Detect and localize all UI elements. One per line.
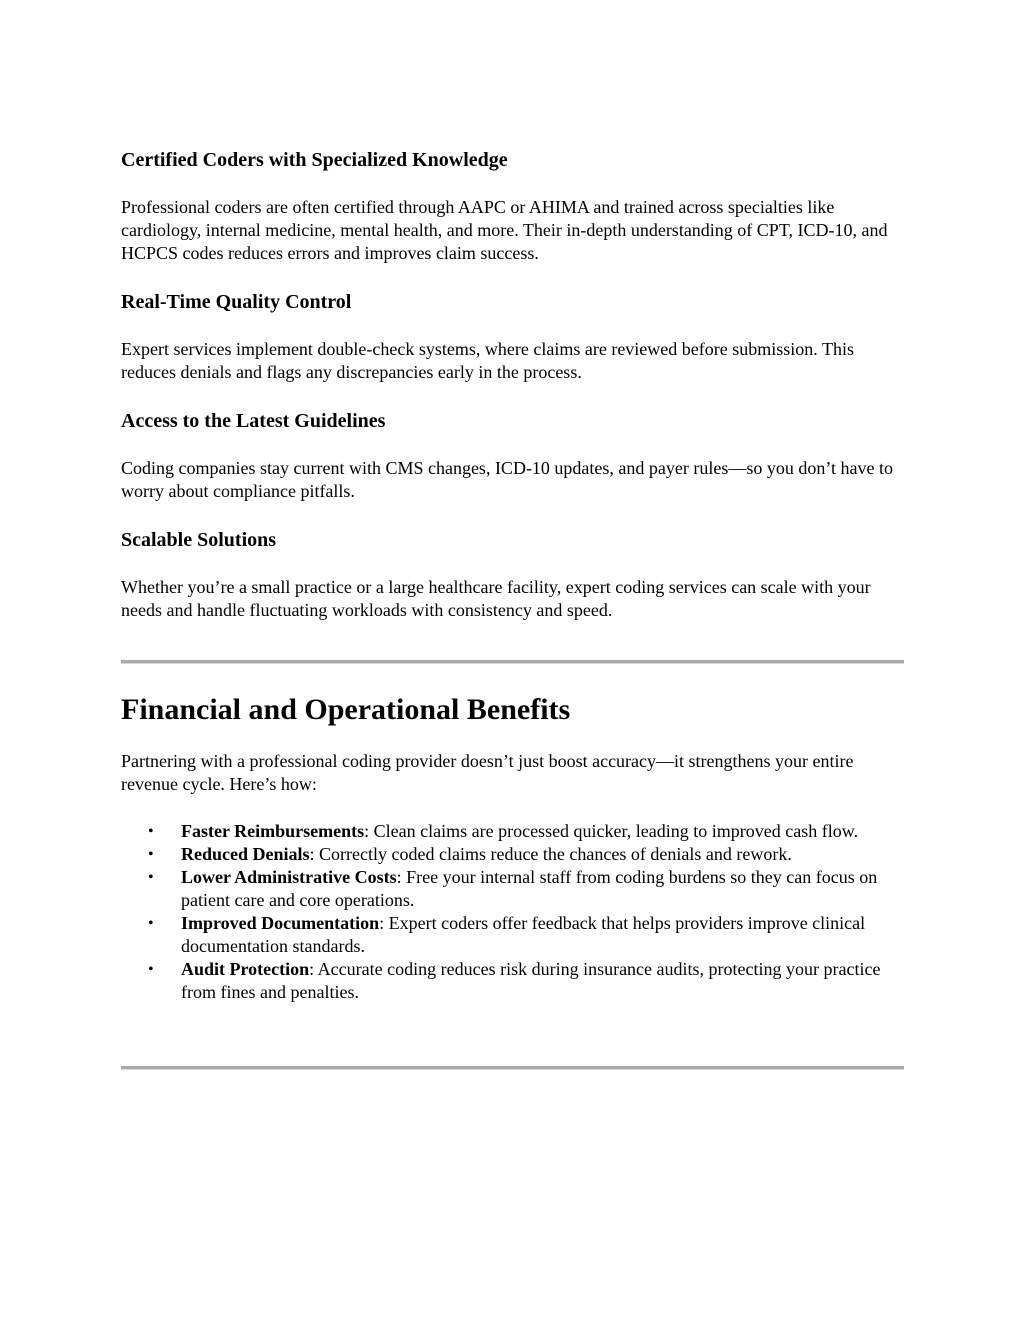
list-item-text: : Free your internal staff from coding burdens so they can focus on patient care and core operations. — [181, 867, 878, 910]
list-item-term: Improved Documentation — [181, 913, 380, 933]
benefits-title: Financial and Operational Benefits — [121, 693, 571, 726]
list-item-text: : Accurate coding reduces risk during insurance audits, protecting your practice from fines and penalties. — [181, 959, 881, 1002]
list-item-term: Faster Reimbursements — [181, 821, 365, 841]
list-item-text: : Clean claims are processed quicker, leading to improved cash flow. — [364, 821, 859, 841]
list-item — [121, 958, 904, 1004]
section-heading-certified-coders: Certified Coders with Specialized Knowledge — [121, 149, 508, 171]
list-item-term: Lower Administrative Costs — [181, 867, 397, 887]
horizontal-rule — [121, 1066, 904, 1070]
bullet-icon: • — [148, 823, 154, 840]
section-heading-latest-guidelines: Access to the Latest Guidelines — [121, 410, 386, 432]
section-body-quality-control: Expert services implement double-check systems, where claims are reviewed before submission. This reduces denials and flags any discrepancies early in the process. — [121, 339, 854, 382]
section-body-latest-guidelines: Coding companies stay current with CMS changes, ICD-10 updates, and payer rules—so you don’t have to worry about compliance pitfalls. — [121, 458, 894, 501]
section-body-scalable-solutions: Whether you’re a small practice or a large healthcare facility, expert coding services can scale with your needs and handle fluctuating workloads with consistency and speed. — [121, 577, 871, 620]
list-item — [121, 820, 904, 843]
benefits-intro: Partnering with a professional coding provider doesn’t just boost accuracy—it strengthens your entire revenue cycle. Here’s how: — [121, 751, 854, 794]
list-item-term: Reduced Denials — [181, 844, 310, 864]
section-heading-scalable-solutions: Scalable Solutions — [121, 529, 277, 551]
benefits-list — [121, 820, 904, 1004]
horizontal-rule — [121, 660, 904, 664]
section-heading-quality-control: Real-Time Quality Control — [121, 291, 352, 313]
list-item-term: Audit Protection — [181, 959, 310, 979]
list-item — [121, 912, 904, 958]
bullet-icon: • — [148, 915, 154, 932]
list-item — [121, 843, 904, 866]
list-item-text: : Correctly coded claims reduce the chances of denials and rework. — [309, 844, 792, 864]
bullet-icon: • — [148, 961, 154, 978]
list-item-text: : Expert coders offer feedback that helps providers improve clinical documentation standards. — [181, 913, 866, 956]
bullet-icon: • — [148, 869, 154, 886]
bullet-icon: • — [148, 846, 154, 863]
list-item — [121, 866, 904, 912]
section-body-certified-coders: Professional coders are often certified through AAPC or AHIMA and trained across specialties like cardiology, internal medicine, mental health, and more. Their in-depth understanding of CPT, ICD-10, and HCPCS codes reduces errors and improves claim success. — [121, 197, 888, 263]
